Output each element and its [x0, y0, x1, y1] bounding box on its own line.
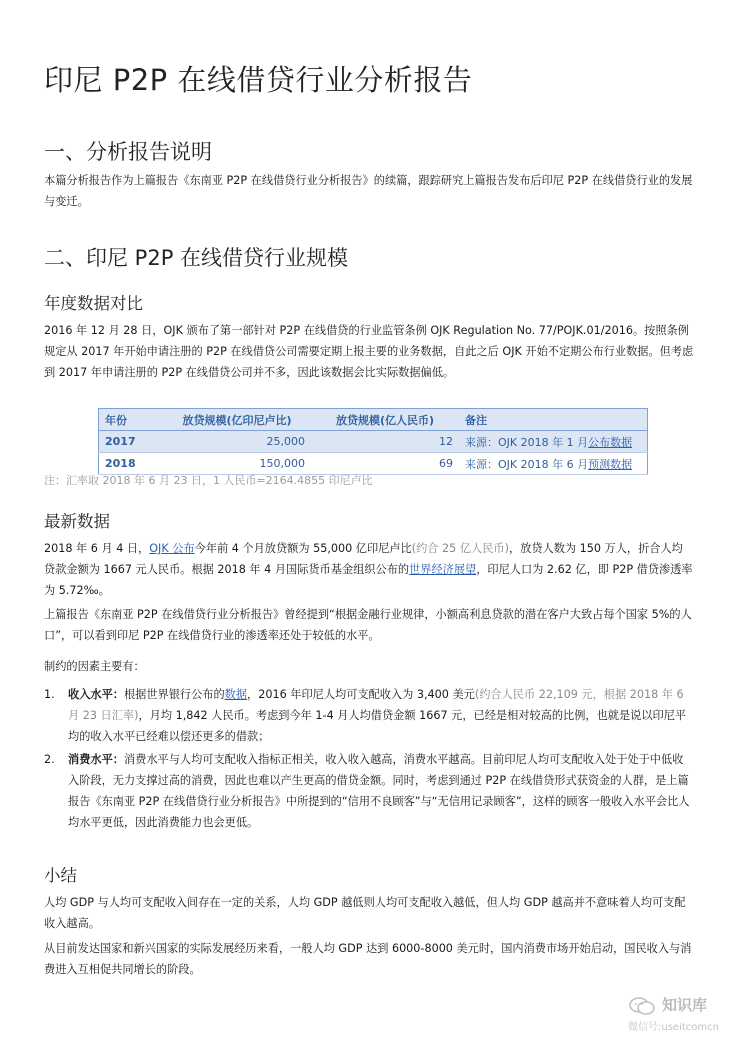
- latest-paragraph-1: 2018 年 6 月 4 日，OJK 公布今年前 4 个月放贷额为 55,000 亿印尼卢比(约合 25 亿人民币)，放贷人数为 150 万人，折合人均贷款金额为 1667 元人民币。根据 2018 年 4 月国际货币基金组织公布的世界经济展望，印尼人口为 2.62 亿，即 P2P 借贷渗透率为 5.72‰。: [44, 542, 693, 597]
- col-year-header: 年份: [99, 409, 164, 431]
- world-bank-data-link[interactable]: 数据: [224, 688, 248, 701]
- watermark-name: 知识库: [662, 996, 708, 1014]
- summary-paragraph-2: 从目前发达国家和新兴国家的实际发展经历来看，一般人均 GDP 达到 6000-8000 美元时，国内消费市场开始启动，国民收入与消费进入互相促共同增长的阶段。: [44, 942, 692, 976]
- cell-year: 2017: [99, 431, 164, 453]
- cell-note: 来源：OJK 2018 年 6 月预测数据: [459, 453, 648, 475]
- annual-heading: 年度数据对比: [44, 294, 143, 313]
- latest-heading: 最新数据: [44, 512, 110, 531]
- document-title: 印尼 P2P 在线借贷行业分析报告: [44, 63, 473, 97]
- annual-paragraph: 2016 年 12 月 28 日，OJK 颁布了第一部针对 P2P 在线借贷的行业监管条例 OJK Regulation No. 77/POJK.01/2016。按照条例规定从 2017 年开始申请注册的 P2P 在线借贷公司需要定期上报主要的业务数据，自此之后 OJK 开始不定期公布行业数据。但考虑到 2017 年申请注册的 P2P 在线借贷公司并不多，因此该数据会比实际数据偏低。: [44, 324, 694, 379]
- section1-heading: 一、分析报告说明: [44, 140, 212, 164]
- summary-heading: 小结: [44, 866, 77, 885]
- document-page: 印尼 P2P 在线借贷行业分析报告 一、分析报告说明 本篇分析报告作为上篇报告《东南亚 P2P 在线借贷行业分析报告》的续篇，跟踪研究上篇报告发布后印尼 P2P 在线借贷行业的发展与变迁。 二、印尼 P2P 在线借贷行业规模 年度数据对比 2016 年 12 月 28 日，OJK 颁布了第一部针对 P2P 在线借贷的行业监管条例 OJK Regulation No. 77/POJK.01/2016。按照条例规定从 2017 年开始申请注册的 P2P 在线借贷公司需要定期上报主要的业务数据，自此之后 OJK 开始不定期公布行业数据。但考虑到 2017 年申请注册的 P2P 在线借贷公司并不多，因此该数据会比实际数据偏低。 年份 放贷规模(亿印尼卢比) 放贷规模(亿人民币) 备注 2017 25,000 12 来源：OJK 2018 年 1 月公布数据 2018 150,000 69 来源：OJK 2018 年 6 月预测数据 注：汇率取 2018 年 6 月 23 日，1 人民币=2164.4855 印尼卢比 最新数据 2018 年 6 月 4 日，OJK 公布今年前 4 个月放贷额为 55,000 亿印尼卢比(约合 25 亿人民币)，放贷人数为 150 万人，折合人均贷款金额为 1667 元人民币。根据 2018 年 4 月国际货币基金组织公布的世界经济展望，印尼人口为 2.62 亿，即 P2P 借贷渗透率为 5.72‰。 上篇报告《东南亚 P2P 在线借贷行业分析报告》曾经提到“根据金融行业规律，小额高利息贷款的潜在客户大致占每个国家 5%的人口”，可以看到印尼 P2P 在线借贷行业的渗透率还处于较低的水平。 制约的因素主要有： 1. 收入水平：根据世界银行公布的数据，2016 年印尼人均可支配收入为 3,400 美元(约合人民币 22,109 元，根据 2018 年 6 月 23 日汇率)，月均 1,842 人民币。考虑到今年 1-4 月人均借贷金额 1667 元，已经是相对较高的比例，也就是说以印尼平均的收入水平已经难以偿还更多的借款； 2. 消费水平：消费水平与人均可支配收入指标正相关，收入收入越高，消费水平越高。目前印尼人均可支配收入处于处于中低收入阶段，无力支撑过高的消费，因此也难以产生更高的借贷金额。同时，考虑到通过 P2P 在线借贷形式获资金的人群，是上篇报告《东南亚 P2P 在线借贷行业分析报告》中所提到的“信用不良顾客”与“无信用记录顾客”，这样的顾客一般收入水平会比人均水平更低，因此消费能力也会更低。 小结 人均 GDP 与人均可支配收入间存在一定的关系，人均 GDP 越低则人均可支配收入越低，但人均 GDP 越高并不意味着人均可支配收入越高。 从目前发达国家和新兴国家的实际发展经历来看，一般人均 GDP 达到 6000-8000 美元时，国内消费市场开始启动，国民收入与消费进入互相促共同增长的阶段。 知识库 微信号:useitcomcn: [0, 0, 744, 1052]
- latest-paragraph-3: 制约的因素主要有：: [44, 660, 145, 673]
- section1-paragraph: 本篇分析报告作为上篇报告《东南亚 P2P 在线借贷行业分析报告》的续篇，跟踪研究上篇报告发布后印尼 P2P 在线借贷行业的发展与变迁。: [44, 174, 693, 208]
- loan-scale-table: [98, 408, 648, 475]
- cell-year: 2018: [99, 453, 164, 475]
- cell-idr: 25,000: [163, 431, 311, 453]
- summary-paragraph-1: 人均 GDP 与人均可支配收入间存在一定的关系，人均 GDP 越低则人均可支配收入越低，但人均 GDP 越高并不意味着人均可支配收入越高。: [44, 896, 686, 930]
- ojk-announcement-link[interactable]: OJK 公布: [149, 542, 195, 555]
- col-cny-header: 放贷规模(亿人民币): [311, 409, 459, 431]
- table-header-row: [99, 409, 648, 431]
- watermark-id: 微信号:useitcomcn: [628, 1022, 719, 1033]
- cell-idr: 150,000: [163, 453, 311, 475]
- forecast-data-link[interactable]: 预测数据: [588, 457, 633, 471]
- col-idr-header: 放贷规模(亿印尼卢比): [163, 409, 311, 431]
- wechat-icon: [628, 996, 656, 1016]
- watermark: [628, 988, 736, 1040]
- table-row: [99, 431, 648, 453]
- cell-note: 来源：OJK 2018 年 1 月公布数据: [459, 431, 648, 453]
- latest-paragraph-2: 上篇报告《东南亚 P2P 在线借贷行业分析报告》曾经提到“根据金融行业规律，小额高利息贷款的潜在客户大致占每个国家 5%的人口”，可以看到印尼 P2P 在线借贷行业的渗透率还处于较低的水平。: [44, 608, 692, 642]
- exchange-rate-note: 注：汇率取 2018 年 6 月 23 日，1 人民币=2164.4855 印尼卢比: [44, 474, 373, 487]
- world-economic-outlook-link[interactable]: 世界经济展望: [409, 563, 477, 576]
- col-note-header: 备注: [459, 409, 648, 431]
- section2-heading: 二、印尼 P2P 在线借贷行业规模: [44, 246, 349, 270]
- cell-cny: 12: [311, 431, 459, 453]
- published-data-link[interactable]: 公布数据: [588, 435, 633, 449]
- cell-cny: 69: [311, 453, 459, 475]
